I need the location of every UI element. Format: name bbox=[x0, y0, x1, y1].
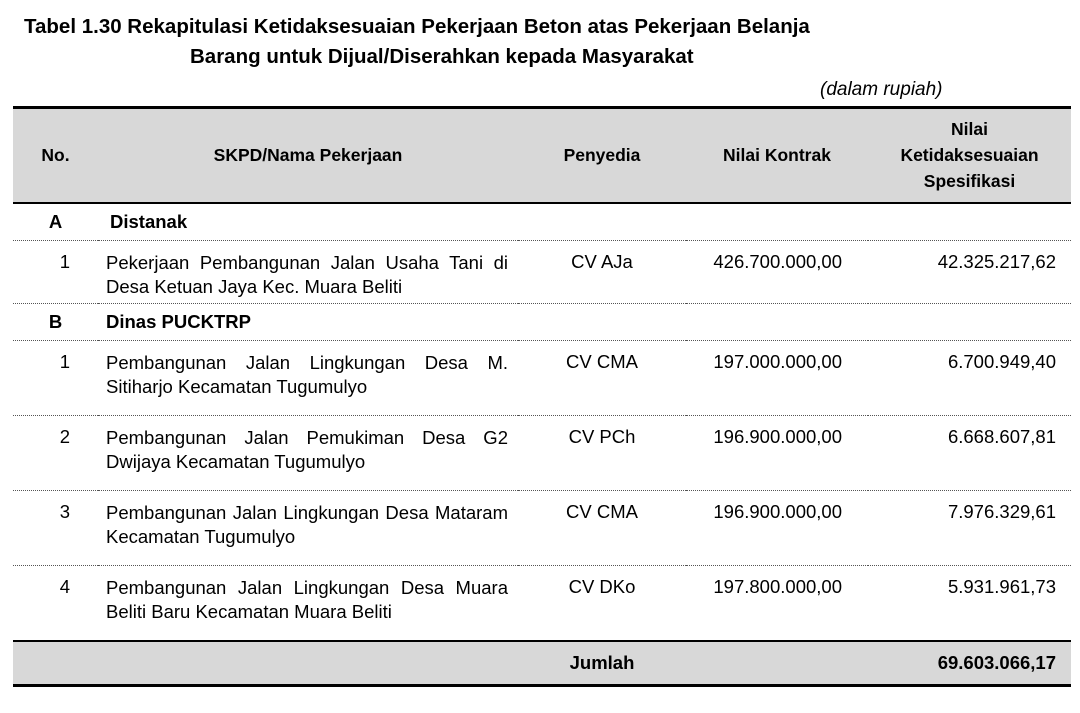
row-no: 3 bbox=[13, 490, 98, 565]
header-mismatch-line-3: Spesifikasi bbox=[923, 171, 1016, 192]
row-mismatch: 42.325.217,62 bbox=[868, 240, 1071, 303]
row-name: Pekerjaan Pembangunan Jalan Usaha Tani di Desa Ketuan Jaya Kec. Muara Beliti bbox=[98, 240, 518, 303]
row-no: 1 bbox=[13, 240, 98, 303]
row-contract: 197.800.000,00 bbox=[686, 565, 868, 641]
row-mismatch: 6.668.607,81 bbox=[868, 415, 1071, 490]
caption-line-2: Barang untuk Dijual/Diserahkan kepada Masyarakat bbox=[190, 45, 694, 68]
header-provider: Penyedia bbox=[518, 108, 686, 203]
total-row bbox=[13, 641, 1071, 686]
row-no: 4 bbox=[13, 565, 98, 641]
section-code: A bbox=[13, 203, 98, 241]
table-row bbox=[13, 240, 1071, 303]
row-provider: CV PCh bbox=[518, 415, 686, 490]
header-mismatch-line-2: Ketidaksesuaian bbox=[900, 145, 1039, 166]
header-mismatch-line-1: Nilai bbox=[951, 119, 988, 140]
total-label: Jumlah bbox=[518, 641, 686, 686]
row-provider: CV CMA bbox=[518, 340, 686, 415]
header-mismatch bbox=[868, 108, 1071, 203]
section-row bbox=[13, 303, 1071, 340]
unit-note: (dalam rupiah) bbox=[820, 79, 943, 100]
section-name: Distanak bbox=[98, 203, 518, 241]
row-mismatch: 5.931.961,73 bbox=[868, 565, 1071, 641]
row-no: 1 bbox=[13, 340, 98, 415]
row-name: Pembangunan Jalan Pemukiman Desa G2 Dwijaya Kecamatan Tugumulyo bbox=[98, 415, 518, 490]
section-code: B bbox=[13, 303, 98, 340]
row-mismatch: 7.976.329,61 bbox=[868, 490, 1071, 565]
header-row bbox=[13, 108, 1071, 203]
header-no: No. bbox=[13, 108, 98, 203]
row-contract: 197.000.000,00 bbox=[686, 340, 868, 415]
table-row bbox=[13, 565, 1071, 641]
total-value: 69.603.066,17 bbox=[868, 641, 1071, 686]
row-no: 2 bbox=[13, 415, 98, 490]
row-provider: CV DKo bbox=[518, 565, 686, 641]
row-mismatch: 6.700.949,40 bbox=[868, 340, 1071, 415]
row-provider: CV CMA bbox=[518, 490, 686, 565]
row-provider: CV AJa bbox=[518, 240, 686, 303]
section-name: Dinas PUCKTRP bbox=[98, 303, 518, 340]
recap-table bbox=[13, 106, 1071, 687]
row-name: Pembangunan Jalan Lingkungan Desa M. Sitiharjo Kecamatan Tugumulyo bbox=[98, 340, 518, 415]
header-contract: Nilai Kontrak bbox=[686, 108, 868, 203]
row-contract: 196.900.000,00 bbox=[686, 490, 868, 565]
section-row bbox=[13, 203, 1071, 241]
caption-line-1: Tabel 1.30 Rekapitulasi Ketidaksesuaian Pekerjaan Beton atas Pekerjaan Belanja bbox=[24, 15, 810, 38]
row-contract: 196.900.000,00 bbox=[686, 415, 868, 490]
table-row bbox=[13, 415, 1071, 490]
table-row bbox=[13, 490, 1071, 565]
row-contract: 426.700.000,00 bbox=[686, 240, 868, 303]
header-name: SKPD/Nama Pekerjaan bbox=[98, 108, 518, 203]
row-name: Pembangunan Jalan Lingkungan Desa Mataram Kecamatan Tugumulyo bbox=[98, 490, 518, 565]
row-name: Pembangunan Jalan Lingkungan Desa Muara Beliti Baru Kecamatan Muara Beliti bbox=[98, 565, 518, 641]
table-row bbox=[13, 340, 1071, 415]
